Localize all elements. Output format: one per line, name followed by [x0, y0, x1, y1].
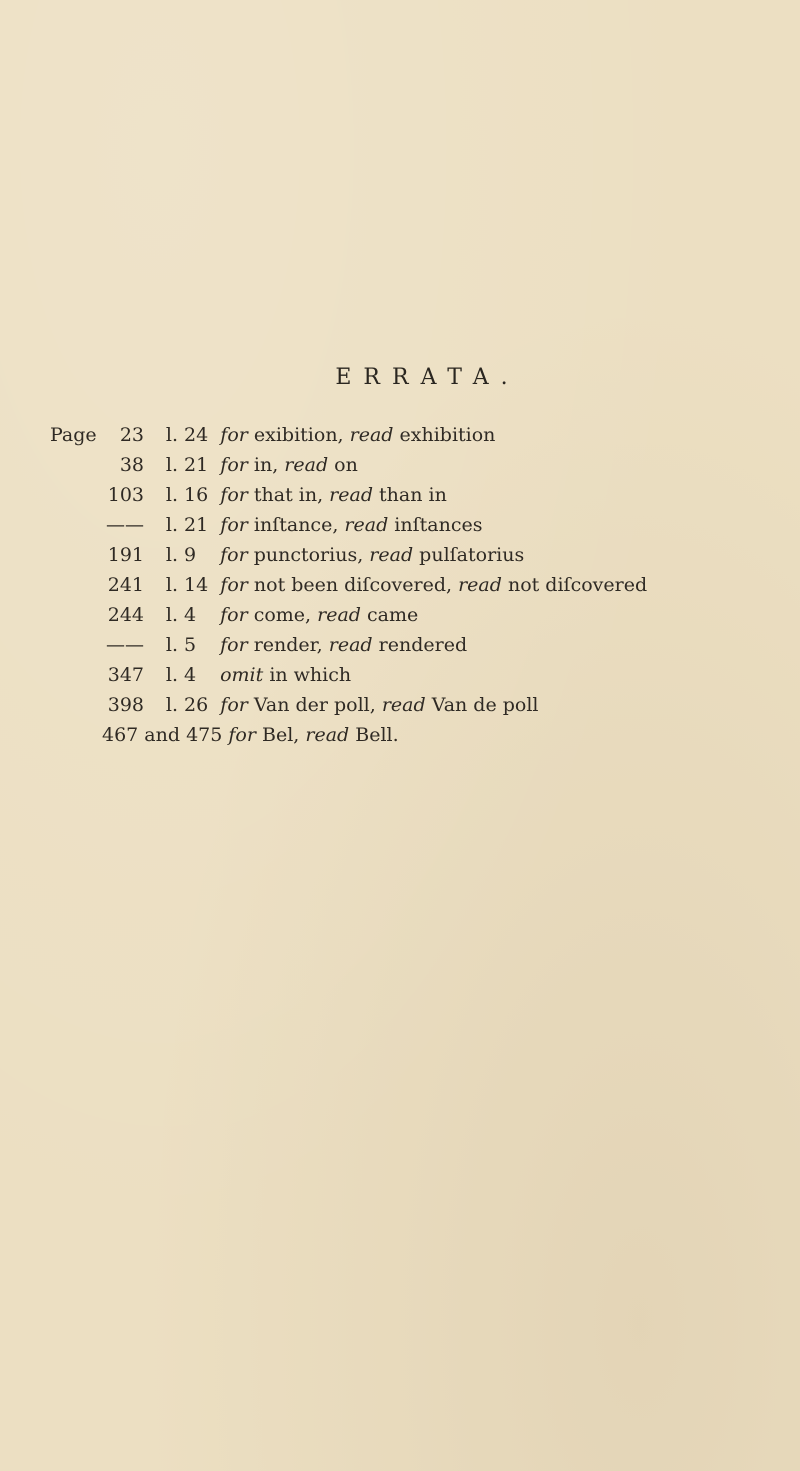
line-prefix: l. — [165, 514, 179, 536]
line-number: 26 — [184, 694, 209, 716]
errata-entry — [80, 450, 795, 480]
errata-entry — [80, 660, 795, 690]
read-word: read — [381, 694, 426, 716]
page-number: 23 — [119, 424, 144, 446]
page-number: 347 — [107, 664, 144, 686]
errata-heading: ERRATA. — [335, 365, 520, 390]
read-word: read — [369, 544, 414, 566]
page-number: —— — [106, 634, 144, 656]
page-number: 244 — [107, 604, 144, 626]
for-word: for — [220, 604, 248, 626]
read-word: read — [317, 604, 361, 626]
errata-entry — [80, 720, 795, 750]
page-number: —— — [106, 514, 144, 536]
for-word: for — [220, 454, 248, 476]
omit-text: in which — [269, 664, 352, 686]
errata-entry — [50, 420, 795, 450]
page-number: 103 — [107, 484, 144, 506]
for-word: for — [220, 484, 248, 506]
correct-text: came — [367, 604, 419, 626]
correct-text: not diſcovered — [507, 574, 648, 596]
errata-entry — [80, 570, 795, 600]
errata-entry — [80, 630, 795, 660]
line-number: 4 — [184, 664, 197, 686]
line-number: 21 — [184, 514, 209, 536]
correct-text: exhibition — [399, 424, 496, 446]
line-number: 16 — [184, 484, 209, 506]
for-word: for — [220, 634, 248, 656]
line-number: 21 — [184, 454, 209, 476]
page-range: 467 and 475 — [102, 724, 223, 746]
for-word: for — [228, 724, 256, 746]
wrong-text: exibition, — [253, 424, 344, 446]
line-prefix: l. — [165, 454, 179, 476]
for-word: for — [220, 694, 248, 716]
read-word: read — [305, 724, 350, 746]
read-word: read — [329, 484, 373, 506]
for-word: for — [220, 514, 248, 536]
wrong-text: come, — [253, 604, 312, 626]
wrong-text: that in, — [253, 484, 324, 506]
wrong-text: punctorius, — [253, 544, 364, 566]
read-word: read — [458, 574, 502, 596]
correct-text: pulſatorius — [419, 544, 525, 566]
line-number: 24 — [184, 424, 209, 446]
wrong-text: not been diſcovered, — [253, 574, 453, 596]
correct-text: on — [334, 454, 358, 476]
line-prefix: l. — [165, 544, 179, 566]
read-word: read — [284, 454, 329, 476]
page-number: 38 — [119, 454, 144, 476]
read-word: read — [349, 424, 394, 446]
for-word: for — [220, 574, 248, 596]
line-prefix: l. — [165, 604, 179, 626]
wrong-text: inſtance, — [253, 514, 339, 536]
errata-list — [50, 420, 795, 750]
for-word: for — [220, 424, 248, 446]
correct-text: Bell. — [355, 724, 399, 746]
errata-entry — [80, 600, 795, 630]
wrong-text: Van der poll, — [253, 694, 376, 716]
page-number: 241 — [107, 574, 144, 596]
omit-word: omit — [220, 664, 264, 686]
line-prefix: l. — [165, 484, 179, 506]
line-number: 5 — [184, 634, 197, 656]
line-prefix: l. — [165, 424, 179, 446]
errata-entry — [80, 540, 795, 570]
correct-text: than in — [379, 484, 447, 506]
wrong-text: Bel, — [262, 724, 300, 746]
page-number: 398 — [107, 694, 144, 716]
line-number: 4 — [184, 604, 197, 626]
line-prefix: l. — [165, 634, 179, 656]
errata-entry — [80, 510, 795, 540]
line-number: 9 — [184, 544, 197, 566]
line-prefix: l. — [165, 664, 179, 686]
correct-text: inſtances — [394, 514, 483, 536]
correct-text: rendered — [378, 634, 468, 656]
line-prefix: l. — [165, 694, 179, 716]
page-label: Page — [50, 424, 97, 446]
line-prefix: l. — [165, 574, 179, 596]
correct-text: Van de poll — [431, 694, 539, 716]
read-word: read — [344, 514, 389, 536]
wrong-text: render, — [253, 634, 323, 656]
line-number: 14 — [184, 574, 209, 596]
read-word: read — [328, 634, 373, 656]
errata-entry — [80, 690, 795, 720]
for-word: for — [220, 544, 248, 566]
page-number: 191 — [107, 544, 144, 566]
errata-entry — [80, 480, 795, 510]
wrong-text: in, — [253, 454, 279, 476]
